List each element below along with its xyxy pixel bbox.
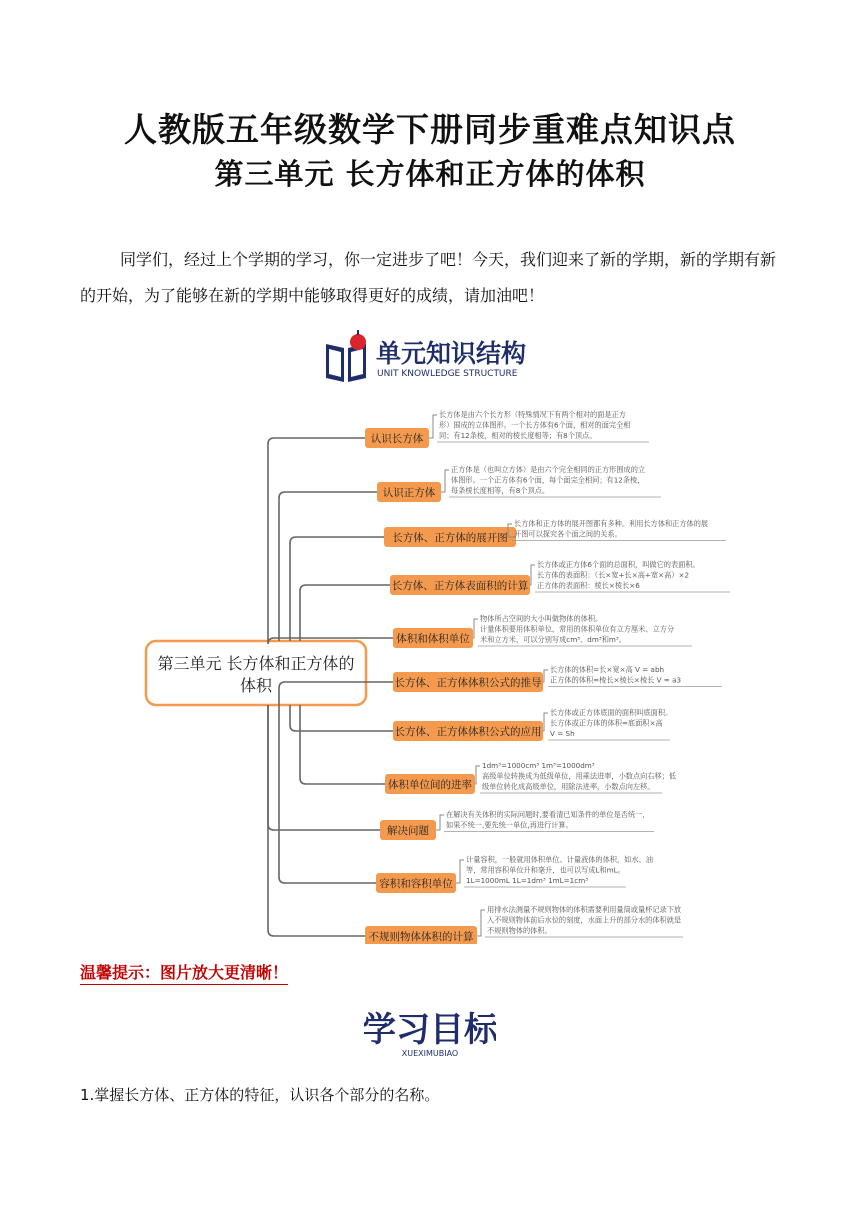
- branch-node: [393, 614, 692, 648]
- logo-subtitle: UNIT KNOWLEDGE STRUCTURE: [377, 369, 518, 379]
- branch-note: 在解决有关体积的实际问题时,要看清已知条件的单位是否统一,: [446, 810, 645, 819]
- branch-note: 长方体的表面积：（长×宽+长×高+宽×高）×2: [537, 570, 690, 580]
- branch-node: [385, 761, 676, 794]
- logo-title: 单元知识结构: [376, 339, 527, 368]
- branch-note: 如果不统一,要先统一单位,再进行计算。: [446, 820, 573, 830]
- branch-label: 体积单位间的进率: [388, 779, 472, 791]
- intro-paragraph: 同学们，经过上个学期的学习，你一定进步了吧！今天，我们迎来了新的学期，新的学期有新的开始，为了能够在新的学期中能够取得更好的成绩，请加油吧！: [80, 250, 777, 305]
- branch-node: [365, 905, 683, 944]
- branch-note: 计量容积，一般就用体积单位。计量液体的体积，如水、油: [466, 855, 653, 864]
- branch-note: 长方体是由六个长方形（特殊情况下有两个相对的面是正方: [439, 410, 626, 419]
- page-subtitle: 第三单元 长方体和正方体的体积: [214, 157, 646, 191]
- connector-line: [300, 585, 390, 641]
- branch-note: 长方体或正方体6个面的总面积，叫做它的表面积。: [537, 560, 700, 569]
- connector-line: [268, 705, 365, 936]
- branch-label: 解决问题: [387, 825, 429, 837]
- branch-note: 级单位转化成高级单位，用除法进率，小数点向左移。: [482, 782, 655, 791]
- center-line1: 第三单元 长方体和正方体的: [157, 654, 355, 673]
- branch-note: 体图形。一个正方体有6个面，每个面完全相同；有12条棱，: [451, 475, 645, 485]
- branch-note: 正方体的体积=棱长×棱长×棱长 V = a3: [550, 675, 682, 685]
- branch-node: [384, 519, 726, 547]
- branch-note: 高级单位转换成为低级单位，用乘法进率，小数点向右移；低: [482, 771, 677, 781]
- note-connector: [477, 910, 485, 936]
- branch-label: 认识正方体: [382, 487, 436, 499]
- branch-note: 物体所占空间的大小叫做物体的体积。: [480, 614, 603, 623]
- goals-logo-subtitle: XUEXIMUBIAO: [401, 1049, 459, 1058]
- branch-label: 长方体、正方体体积公式的推导: [394, 677, 542, 689]
- connector-line: [268, 705, 380, 830]
- note-connector: [543, 670, 548, 682]
- branch-label: 不规则物体体积的计算: [368, 931, 474, 943]
- branch-note: 入不规则物体前后水位的刻度，水面上升的部分水的体积就是: [487, 915, 682, 925]
- connector-line: [268, 438, 365, 641]
- branch-node: [393, 665, 722, 692]
- note-connector: [436, 815, 444, 830]
- branch-node: [393, 708, 672, 741]
- branch-note: 开图可以探究各个面之间的关系。: [514, 529, 622, 539]
- note-connector: [530, 565, 535, 585]
- branch-node: [376, 855, 653, 893]
- branch-note: 1L=1000mL 1L=1dm³ 1mL=1cm³: [466, 876, 589, 885]
- note-connector: [543, 713, 548, 731]
- branch-label: 长方体、正方体的展开图: [392, 532, 508, 544]
- note-connector: [473, 619, 478, 638]
- note-connector: [475, 766, 480, 784]
- branch-note: V = Sh: [550, 729, 575, 738]
- unit-structure-logo: [326, 330, 526, 382]
- branch-note: 长方体或正方体的体积=底面积×高: [550, 718, 663, 728]
- branch-note: 正方体是（也叫立方体）是由六个完全相同的正方形围成的立: [451, 465, 646, 474]
- branch-note: 用排水法测量不规则物体的体积需要利用量筒或量杯记录下放: [487, 905, 682, 914]
- branch-label: 认识长方体: [370, 433, 424, 445]
- branch-note: 每条棱长度相等，有8个顶点。: [451, 486, 550, 495]
- branch-note: 长方体或正方体底面的面积叫底面积。: [550, 708, 673, 717]
- learning-goals-logo: [364, 1003, 496, 1059]
- goal-item: 1.掌握长方体、正方体的特征，认识各个部分的名称。: [80, 1086, 440, 1104]
- branch-node: [380, 810, 654, 840]
- branch-node: [377, 465, 661, 502]
- connector-line: [290, 705, 393, 731]
- branch-note: 米和立方米，可以分别写成cm³、dm³和m³。: [480, 635, 626, 644]
- note-connector: [429, 415, 437, 438]
- mindmap-canvas: [140, 322, 730, 944]
- page-title: 人教版五年级数学下册同步重难点知识点: [124, 110, 736, 149]
- branch-label: 体积和体积单位: [396, 633, 470, 645]
- enlarge-tip: 温馨提示：图片放大更清晰！: [80, 960, 288, 985]
- branch-note: 形）围成的立体图形。一个长方体有6个面，相对的面完全相: [439, 420, 631, 430]
- branch-note: 计量体积要用体积单位，常用的体积单位有立方厘米、立方分: [480, 624, 675, 634]
- branch-label: 长方体、正方体表面积的计算: [391, 580, 529, 592]
- note-connector: [456, 860, 464, 883]
- branch-label: 容积和容积单位: [379, 878, 453, 890]
- branch-note: 正方体的表面积：棱长×棱长×6: [537, 581, 640, 590]
- branch-note: 等，常用容积单位升和毫升，也可以写成L和mL。: [466, 865, 625, 875]
- branch-note: 同；有12条棱，相对的棱长度相等；有8个顶点。: [439, 431, 597, 440]
- connector-line: [279, 492, 377, 641]
- branch-node: [390, 560, 730, 595]
- connector-line: [300, 705, 385, 784]
- connector-line: [290, 537, 384, 641]
- branch-note: 不规则物体的体积。: [487, 926, 552, 935]
- branch-node: [365, 410, 649, 448]
- branch-note: 1dm³=1000cm³ 1m³=1000dm³: [482, 761, 595, 770]
- goals-logo-title: 学习目标: [364, 1010, 496, 1050]
- apple-icon: [350, 334, 366, 350]
- branch-note: 长方体和正方体的展开图都有多种。利用长方体和正方体的展: [514, 519, 709, 528]
- knowledge-mindmap: [140, 322, 730, 944]
- mindmap-branches: [365, 410, 730, 944]
- center-line2: 体积: [239, 676, 273, 695]
- center-node: [146, 641, 366, 705]
- branch-note: 长方体的体积=长×宽×高 V = abh: [550, 665, 665, 674]
- note-connector: [441, 470, 449, 492]
- branch-label: 长方体、正方体体积公式的应用: [394, 726, 542, 738]
